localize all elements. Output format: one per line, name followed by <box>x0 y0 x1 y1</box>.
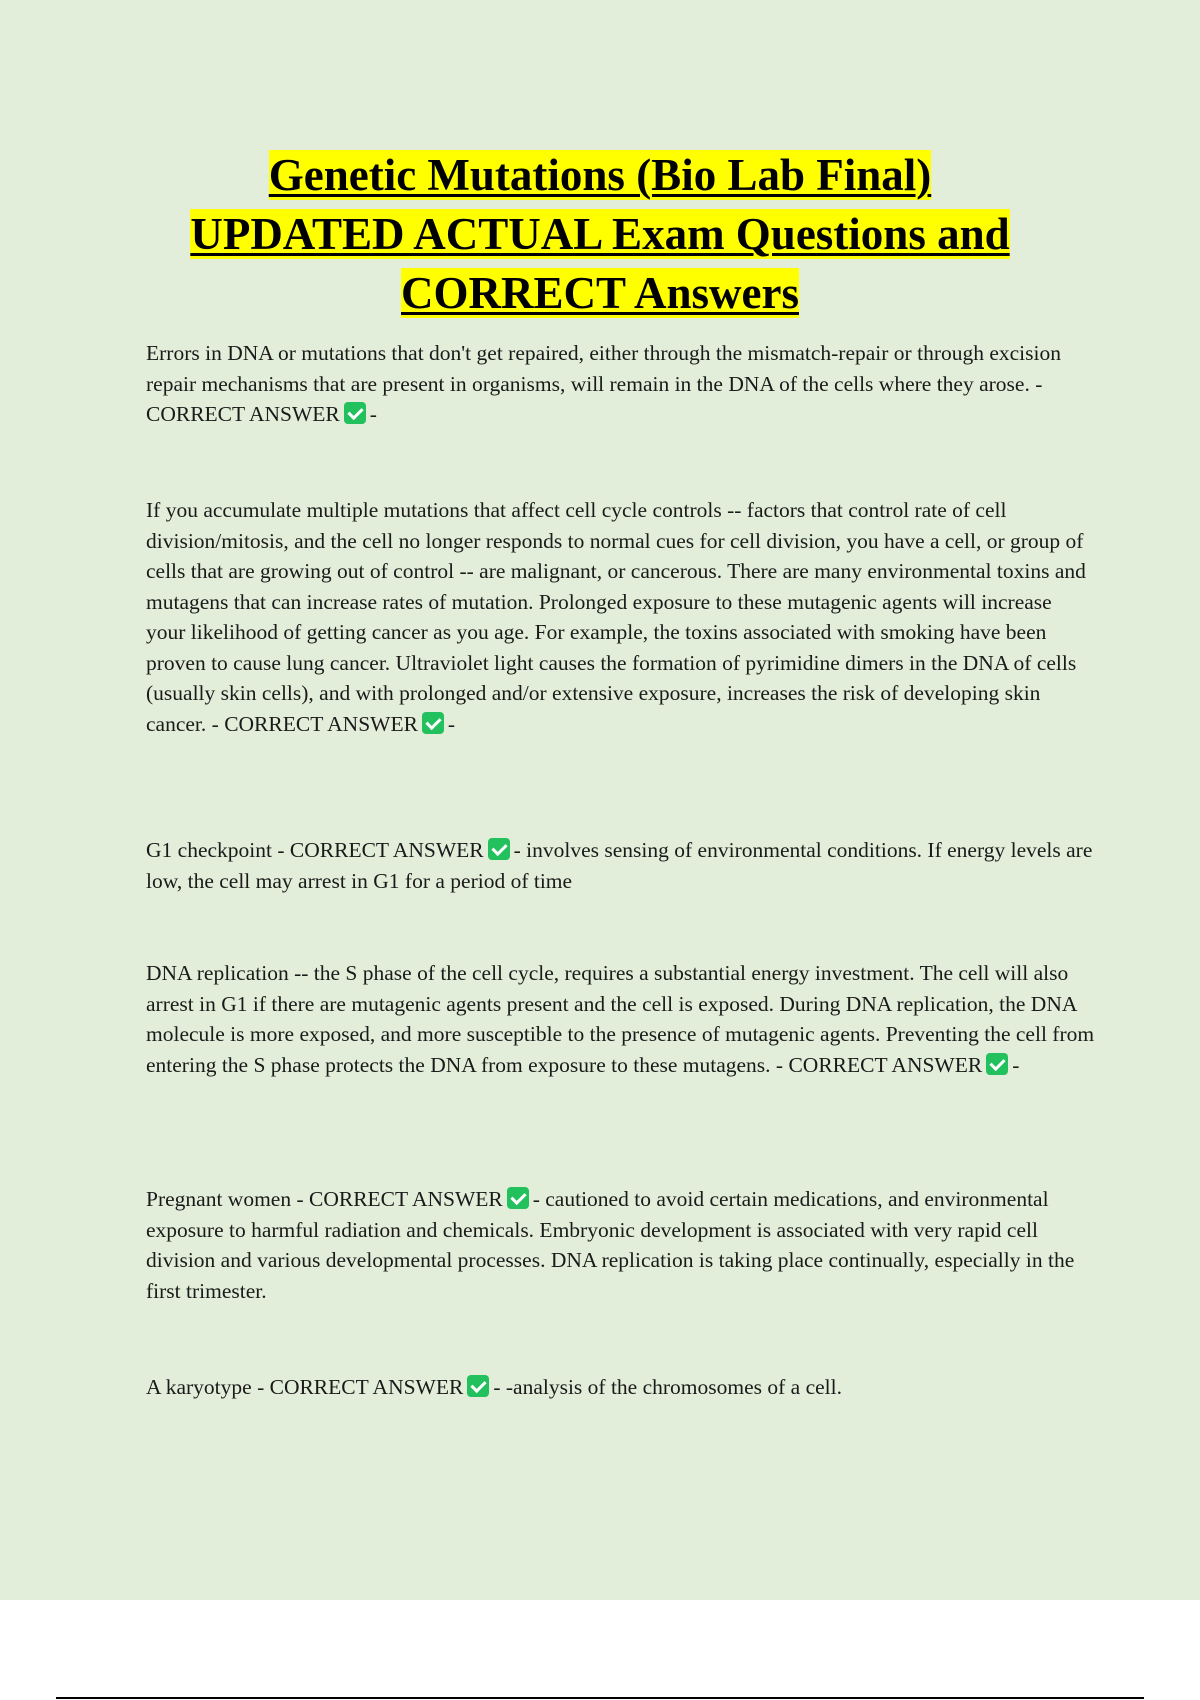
answer-marker: - CORRECT ANSWER <box>146 371 1043 426</box>
title-line: UPDATED ACTUAL Exam Questions and <box>190 209 1010 259</box>
answer-marker: - CORRECT ANSWER <box>277 838 484 862</box>
title-line: Genetic Mutations (Bio Lab Final) <box>268 150 932 200</box>
question-text: G1 checkpoint <box>146 838 272 862</box>
title-line: CORRECT Answers <box>401 268 799 318</box>
question-text: Pregnant women <box>146 1187 292 1211</box>
answer-marker: - CORRECT ANSWER <box>257 1375 464 1399</box>
answer-text: - <box>1012 1052 1020 1077</box>
question-text: DNA replication -- the S phase of the cell cycle, requires a substantial energy investment. The cell will also arrest in G1 if there are mutagenic agents present and the cell is exposed. During DNA replication, the DNA molecule is more exposed, and more susceptible to the presence of mutagenic agents. Preventing the cell from entering the S phase protects the DNA from exposure to these mutagens. <box>146 961 1095 1077</box>
green-checkmark-icon <box>986 1053 1008 1075</box>
footer-divider <box>56 1697 1144 1699</box>
answer-marker: - CORRECT ANSWER <box>296 1187 503 1211</box>
qa-entry <box>146 1184 1096 1306</box>
answer-text: - <box>369 402 377 426</box>
answer-text: - cautioned to avoid certain medications, and environmental exposure to harmful radiation and chemicals. Embryonic development is associated with very rapid cell division and various developmental processes. DNA replication is taking place continually, especially in the first trimester. <box>146 1187 1075 1303</box>
question-text: If you accumulate multiple mutations that affect cell cycle controls -- factors that control rate of cell division/mitosis, and the cell no longer responds to normal cues for cell division, you have a cell, or group of cells that are growing out of control -- are malignant, or cancerous. There are many environmental toxins and mutagens that can increase rates of mutation. Prolonged exposure to these mutagenic agents will increase your likelihood of getting cancer as you age. For example, the toxins associated with smoking have been proven to cause lung cancer. Ultraviolet light causes the formation of pyrimidine dimers in the DNA of cells (usually skin cells), and with prolonged and/or extensive exposure, increases the risk of developing skin cancer. <box>146 498 1086 736</box>
green-checkmark-icon <box>488 838 510 860</box>
answer-text: - involves sensing of environmental conditions. If energy levels are low, the cell may arrest in G1 for a period of time <box>146 838 1093 893</box>
qa-entry <box>146 1372 1096 1403</box>
qa-entry <box>146 338 1096 430</box>
green-checkmark-icon <box>344 402 366 424</box>
question-text: Errors in DNA or mutations that don't get repaired, either through the mismatch-repair or through excision repair mechanisms that are present in organisms, will remain in the DNA of the cells where they arose. <box>146 341 1061 396</box>
answer-marker: - CORRECT ANSWER <box>211 711 418 736</box>
answer-text: - <box>447 711 456 736</box>
green-checkmark-icon <box>507 1187 529 1209</box>
answer-marker: - CORRECT ANSWER <box>775 1052 983 1077</box>
green-checkmark-icon <box>467 1375 489 1397</box>
question-text: A karyotype <box>146 1375 252 1399</box>
qa-entry <box>146 495 1096 739</box>
document-title <box>0 146 1200 323</box>
qa-entry <box>146 835 1096 896</box>
green-checkmark-icon <box>422 712 444 734</box>
answer-text: - -analysis of the chromosomes of a cell. <box>493 1375 842 1399</box>
qa-entry <box>146 958 1096 1080</box>
